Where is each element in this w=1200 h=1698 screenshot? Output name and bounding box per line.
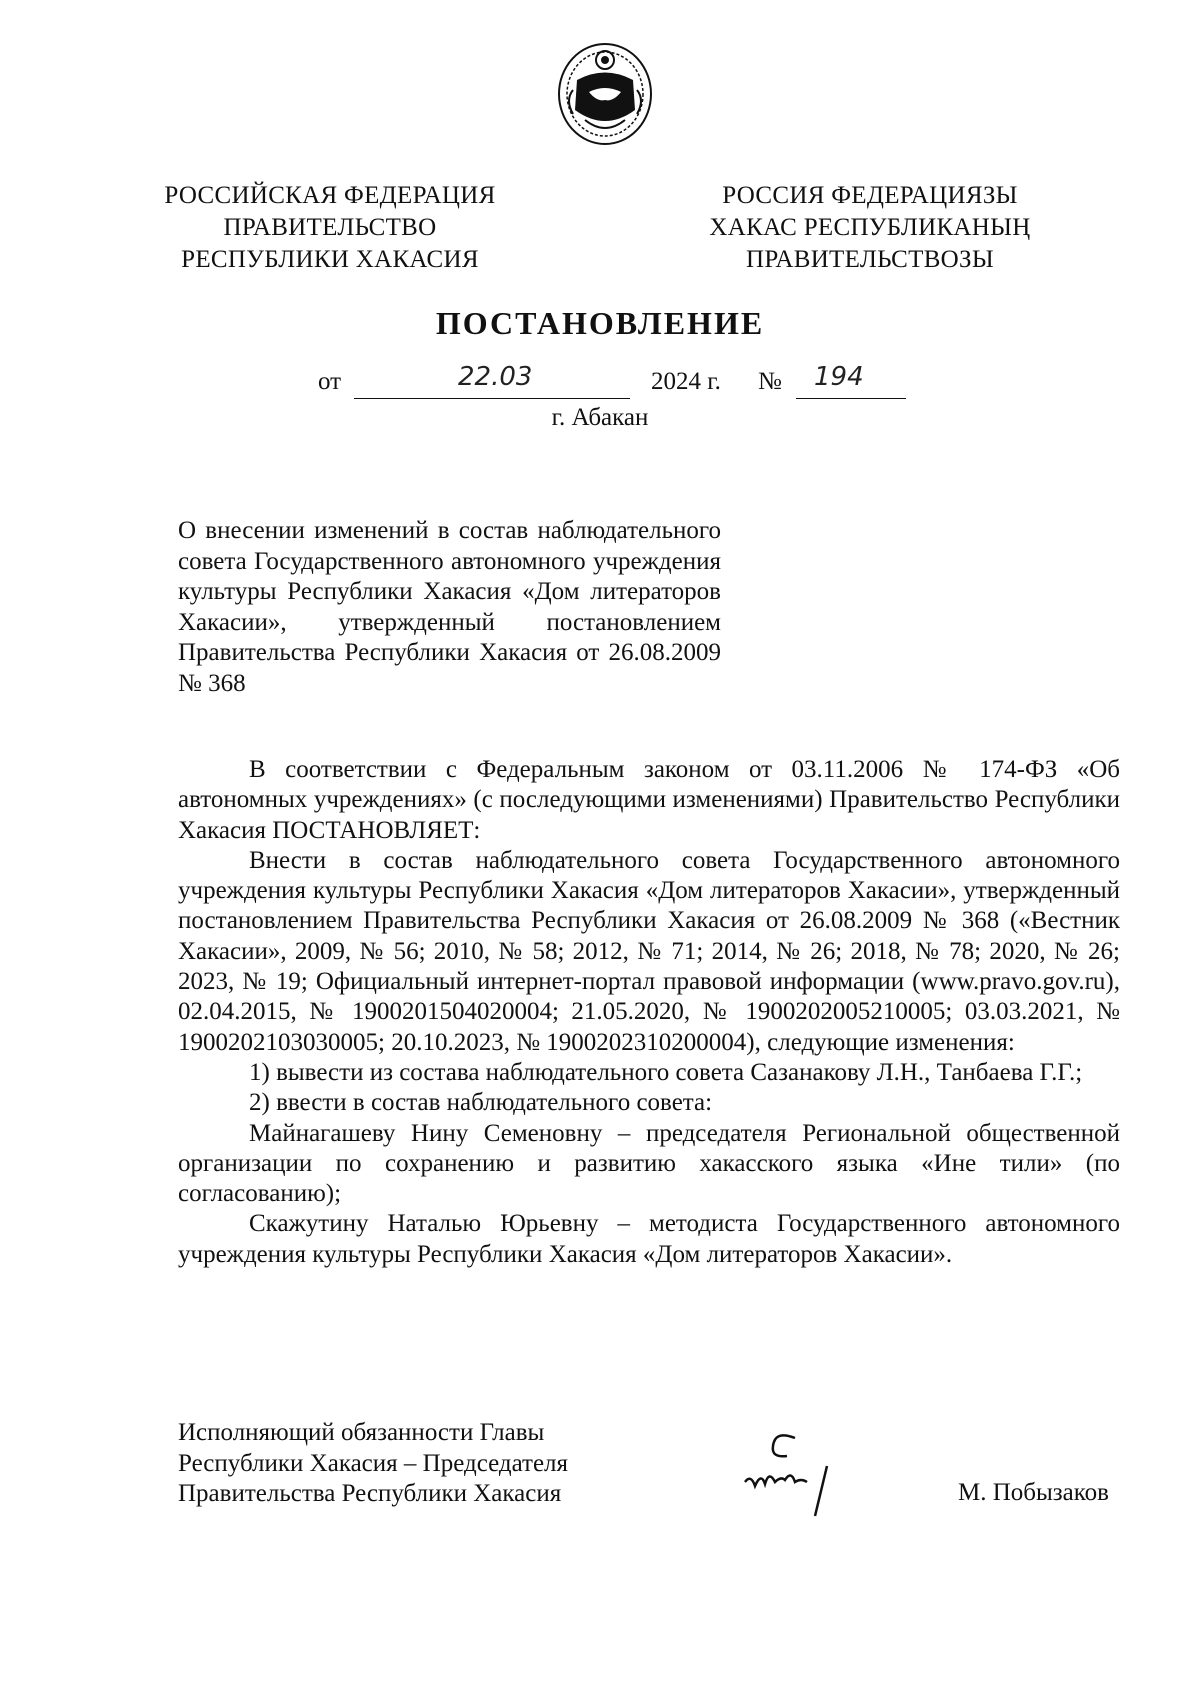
signatory-position-line-1: Исполняющий обязанности Главы xyxy=(178,1419,545,1446)
document-title: ПОСТАНОВЛЕНИЕ xyxy=(435,305,765,341)
coat-of-arms-emblem xyxy=(555,40,655,148)
header-left-line-2: ПРАВИТЕЛЬСТВО xyxy=(223,214,437,241)
header-right-line-3: ПРАВИТЕЛЬСТВОЗЫ xyxy=(746,246,994,273)
date-line xyxy=(318,362,918,404)
header-left-block xyxy=(150,180,510,276)
signatory-position-line-3: Правительства Республики Хакасия xyxy=(178,1480,562,1507)
header-right-line-1: РОССИЯ ФЕДЕРАЦИЯЗЫ xyxy=(722,182,1018,209)
number-label: № xyxy=(758,368,782,395)
document-body xyxy=(178,755,1120,1270)
signatory-name: М. Побызаков xyxy=(958,1479,1109,1506)
date-year: 2024 г. xyxy=(651,368,721,395)
header-right-line-2: ХАКАС РЕСПУБЛИКАНЫҢ xyxy=(709,214,1031,241)
body-paragraph: Скажутину Наталью Юрьевну – методиста Государственного автономного учреждения культуры Республики Хакасия «Дом литераторов Хакасии». xyxy=(178,1210,1120,1268)
city: г. Абакан xyxy=(551,404,649,431)
body-paragraph: Внести в состав наблюдательного совета Государственного автономного учреждения культуры Республики Хакасия «Дом литераторов Хакасии», утвержденный постановлением Правительства Республики Хакасия от 26.08.2009 № 368 («Вестник Хакасии», 2009, № 56; 2010, № 58; 2012, № 71; 2014, № 26; 2018, № 78; 2020, № 26; 2023, № 19; Официальный интернет-портал правовой информации (www.pravo.gov.ru), 02.04.2015, № 1900201504020004; 21.05.2020, № 1900202005210005; 03.03.2021, № 1900202103030005; 20.10.2023, № 1900202310200004), следующие изменения: xyxy=(178,846,1120,1056)
signatory-position-line-2: Республики Хакасия – Председателя xyxy=(178,1449,569,1477)
handwritten-date: 22.03 xyxy=(458,362,533,392)
date-prefix: от xyxy=(318,368,342,395)
signatory-position xyxy=(178,1418,568,1510)
document-subject: О внесении изменений в состав наблюдательного совета Государственного автономного учреждения культуры Республики Хакасия «Дом литераторов Хакасии», утвержденный постановлением Правительства Республики Хакасия от 26.08.2009 № 368 xyxy=(178,517,721,697)
header-left-line-3: РЕСПУБЛИКИ ХАКАСИЯ xyxy=(181,246,479,273)
body-paragraph: В соответствии с Федеральным законом от 03.11.2006 № 174-ФЗ «Об автономных учреждениях» (с последующими изменениями) Правительство Республики Хакасия ПОСТАНОВЛЯЕТ: xyxy=(178,756,1120,844)
handwritten-signature xyxy=(735,1420,865,1520)
body-paragraph: Майнагашеву Нину Семеновну – председателя Региональной общественной организации по сохранению и развитию хакасского языка «Ине тили» (по согласованию); xyxy=(178,1119,1120,1208)
header-left-line-1: РОССИЙСКАЯ ФЕДЕРАЦИЯ xyxy=(164,182,496,209)
body-paragraph: 2) ввести в состав наблюдательного совета: xyxy=(249,1089,713,1117)
header-right-block xyxy=(690,180,1050,276)
handwritten-number: 194 xyxy=(814,362,864,392)
body-paragraph: 1) вывести из состава наблюдательного совета Сазанакову Л.Н., Танбаева Г.Г.; xyxy=(249,1058,1083,1086)
